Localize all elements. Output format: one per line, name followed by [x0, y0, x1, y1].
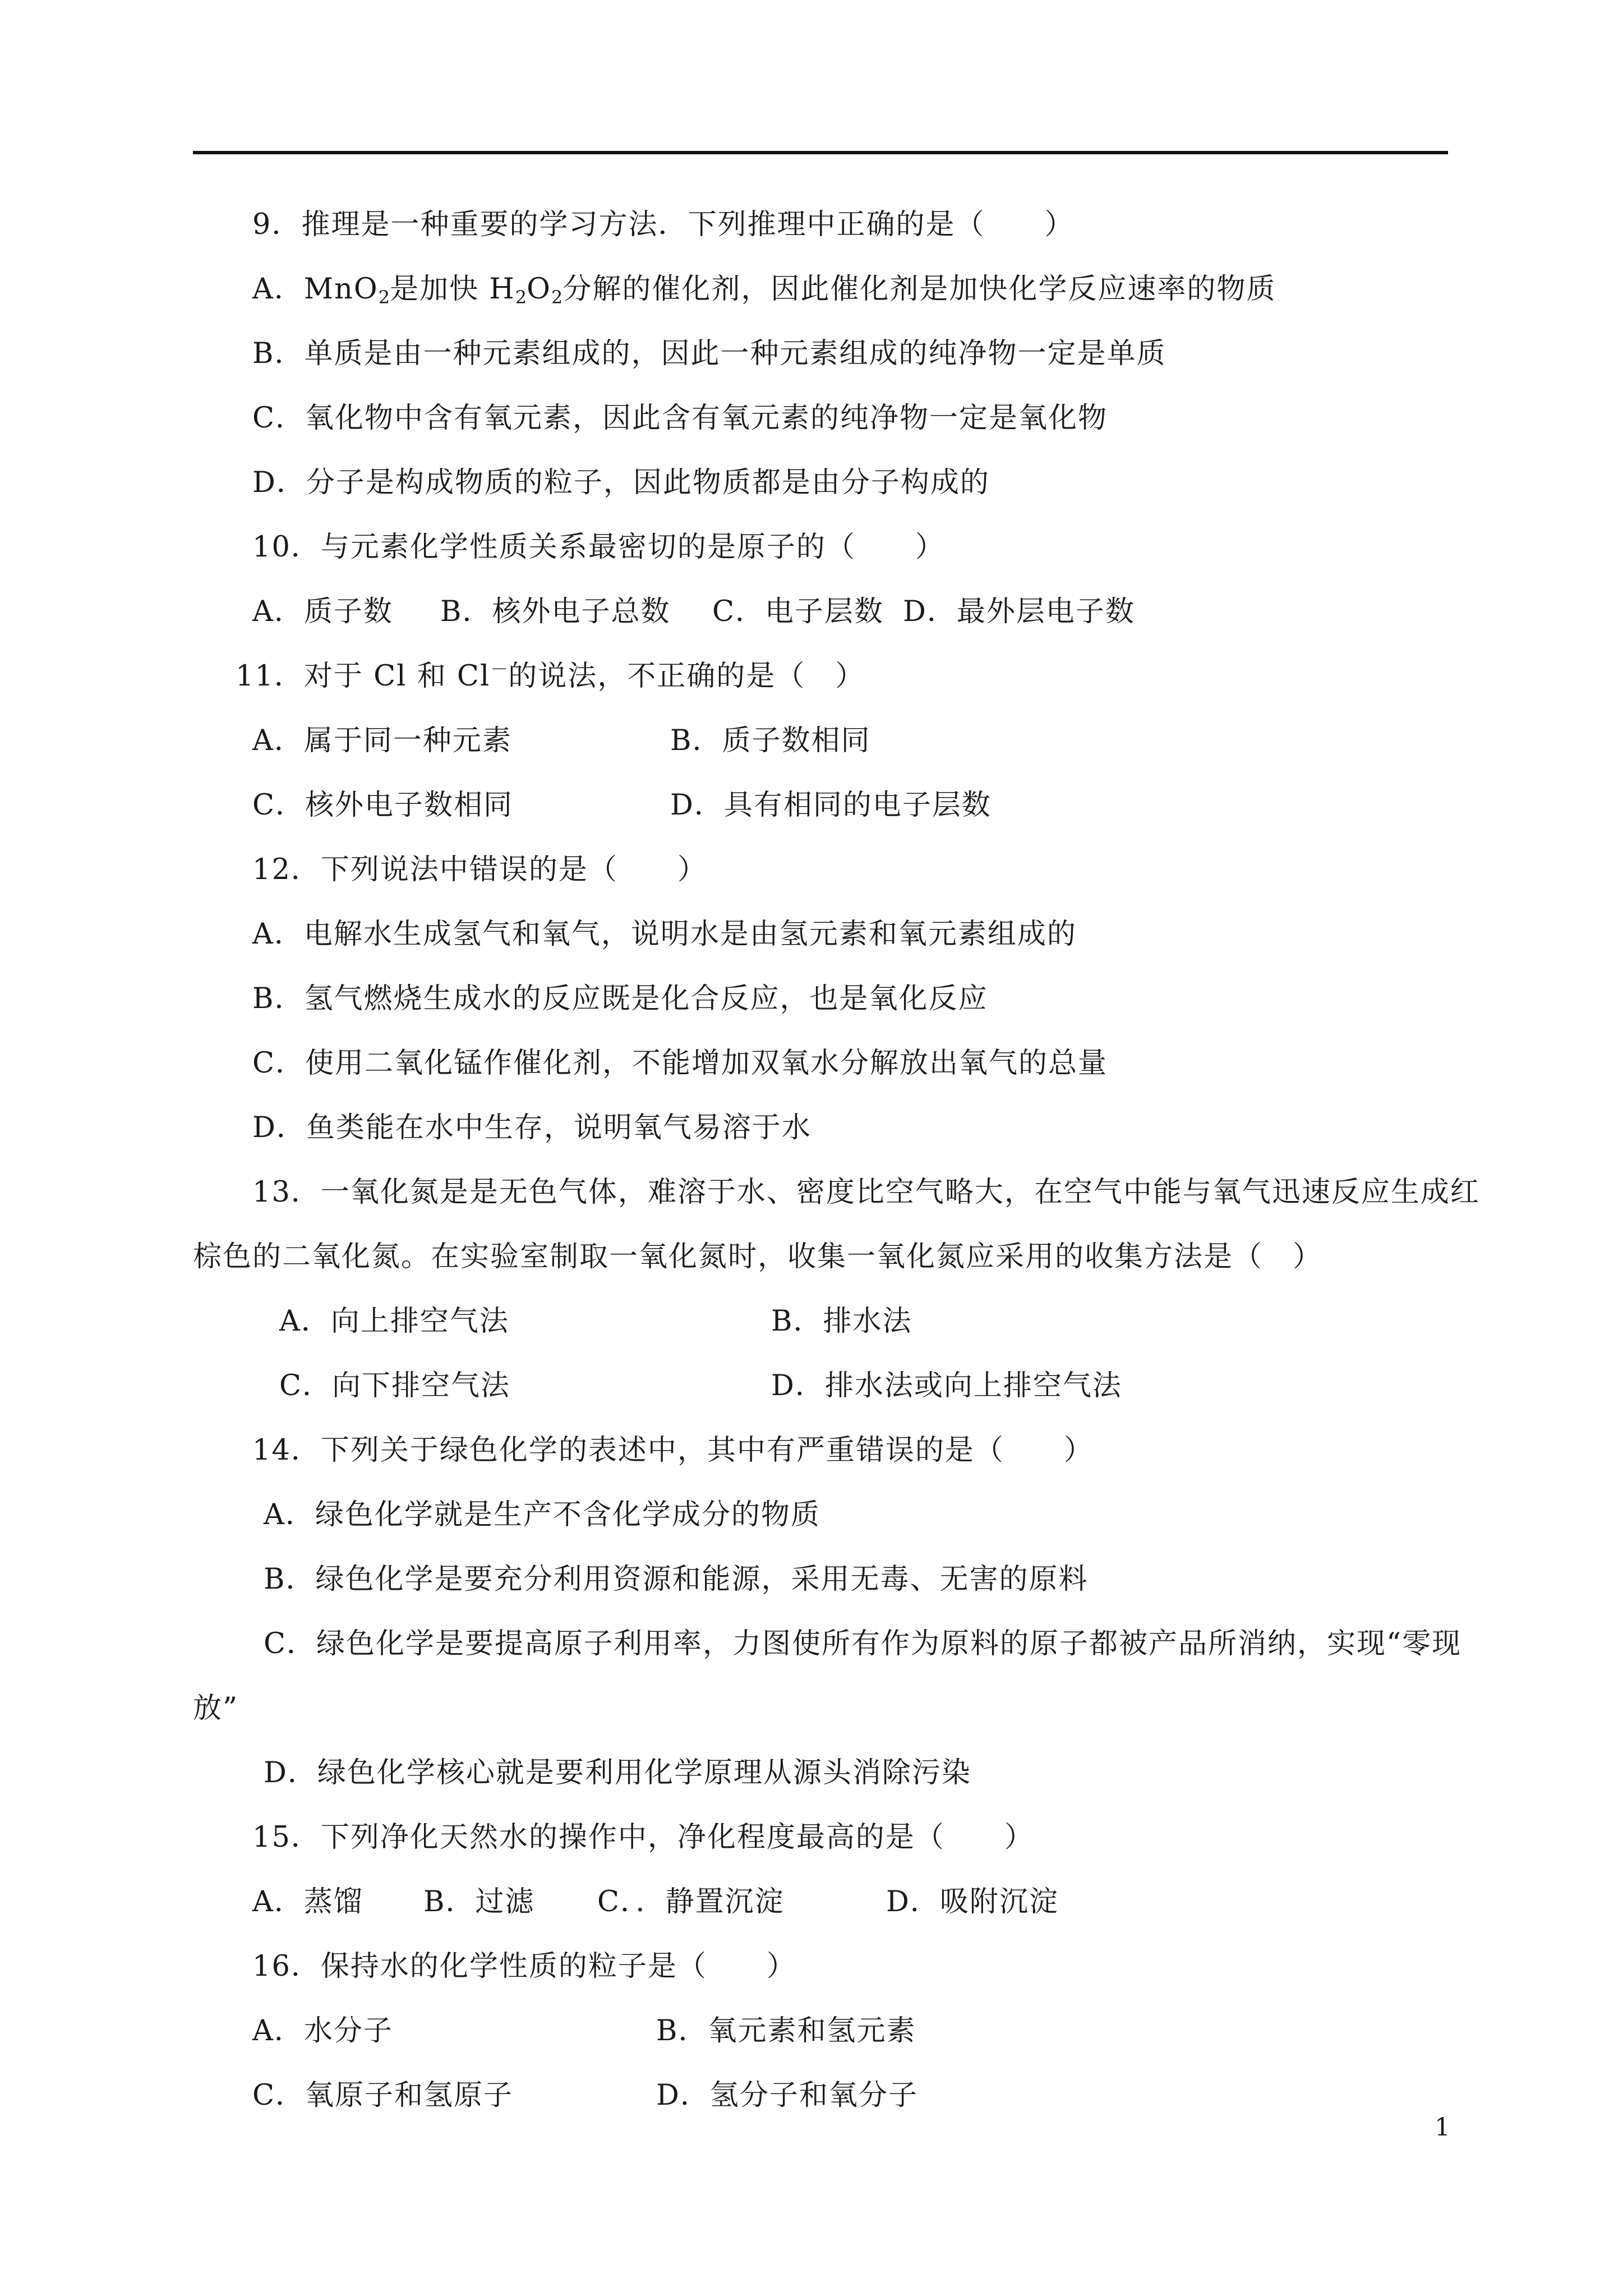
question-14-option-c-line-2: 放” — [193, 1692, 239, 1725]
question-9-option-c: C．氧化物中含有氧元素，因此含有氧元素的纯净物一定是氧化物 — [252, 402, 1108, 435]
question-9-option-d: D．分子是构成物质的粒子，因此物质都是由分子构成的 — [252, 466, 990, 499]
question-15-option-a: A．蒸馏 — [252, 1885, 363, 1918]
question-12-option-b: B．氢气燃烧生成水的反应既是化合反应，也是氧化反应 — [252, 982, 988, 1015]
question-16-option-d: D．氢分子和氧分子 — [656, 2079, 918, 2112]
question-16-option-c: C．氧原子和氢原子 — [252, 2079, 514, 2112]
question-12-stem: 12．下列说法中错误的是（ ） — [252, 853, 707, 886]
question-13-stem-line-2: 棕色的二氧化氮。在实验室制取一氧化氮时，收集一氧化氮应采用的收集方法是（ ） — [193, 1240, 1323, 1273]
question-11-option-c: C．核外电子数相同 — [252, 789, 514, 822]
question-10-option-c: C．电子层数 — [712, 595, 884, 628]
question-12-option-c: C．使用二氧化锰作催化剂，不能增加双氧水分解放出氧气的总量 — [252, 1047, 1108, 1080]
question-13-stem-line-1: 13．一氧化氮是是无色气体，难溶于水、密度比空气略大，在空气中能与氧气迅速反应生成红 — [252, 1176, 1480, 1209]
question-15-option-b: B．过滤 — [423, 1885, 535, 1918]
question-13-option-a: A．向上排空气法 — [279, 1305, 509, 1338]
question-12-option-a: A．电解水生成氢气和氧气，说明水是由氢元素和氧元素组成的 — [252, 918, 1077, 951]
question-14-stem: 14．下列关于绿色化学的表述中，其中有严重错误的是（ ） — [252, 1434, 1094, 1467]
question-10-option-a: A．质子数 — [252, 595, 393, 628]
question-14-option-c-line-1: C．绿色化学是要提高原子利用率，力图使所有作为原料的原子都被产品所消纳，实现“零现 — [264, 1627, 1462, 1660]
question-9-stem: 9．推理是一种重要的学习方法．下列推理中正确的是（ ） — [252, 208, 1075, 241]
question-16-option-b: B．氧元素和氢元素 — [656, 2014, 916, 2047]
question-14-option-d: D．绿色化学核心就是要利用化学原理从源头消除污染 — [264, 1756, 971, 1789]
question-11-stem: 11．对于 Cl 和 Cl－的说法，不正确的是（ ） — [236, 659, 865, 693]
question-9-option-b: B．单质是由一种元素组成的，因此一种元素组成的纯净物一定是单质 — [252, 337, 1166, 370]
question-15-option-d: D．吸附沉淀 — [886, 1885, 1059, 1918]
question-16-option-a: A．水分子 — [252, 2014, 393, 2047]
question-13-option-d: D．排水法或向上排空气法 — [771, 1369, 1122, 1402]
question-10-option-b: B．核外电子总数 — [440, 595, 671, 628]
question-14-option-b: B．绿色化学是要充分利用资源和能源，采用无毒、无害的原料 — [264, 1563, 1089, 1596]
header-rule — [193, 151, 1448, 154]
question-10-option-d: D．最外层电子数 — [903, 595, 1135, 628]
question-14-option-a: A．绿色化学就是生产不含化学成分的物质 — [264, 1498, 820, 1531]
question-15-option-c: C．．静置沉淀 — [597, 1885, 785, 1918]
question-11-option-d: D．具有相同的电子层数 — [670, 789, 992, 822]
question-12-option-d: D．鱼类能在水中生存，说明氧气易溶于水 — [252, 1111, 811, 1144]
question-11-option-b: B．质子数相同 — [670, 724, 871, 757]
question-16-stem: 16．保持水的化学性质的粒子是（ ） — [252, 1950, 796, 1983]
question-13-option-b: B．排水法 — [771, 1305, 912, 1338]
question-10-stem: 10．与元素化学性质关系最密切的是原子的（ ） — [252, 531, 945, 564]
question-15-stem: 15．下列净化天然水的操作中，净化程度最高的是（ ） — [252, 1821, 1034, 1854]
question-13-option-c: C．向下排空气法 — [279, 1369, 511, 1402]
question-9-option-a: A．MnO$_2$是加快 $H_2O_2$分解的催化剂，因此催化剂是加快化学反应速率的物质 — [252, 273, 1276, 308]
question-11-option-a: A．属于同一种元素 — [252, 724, 512, 757]
page-number: 1 — [1435, 2113, 1450, 2142]
